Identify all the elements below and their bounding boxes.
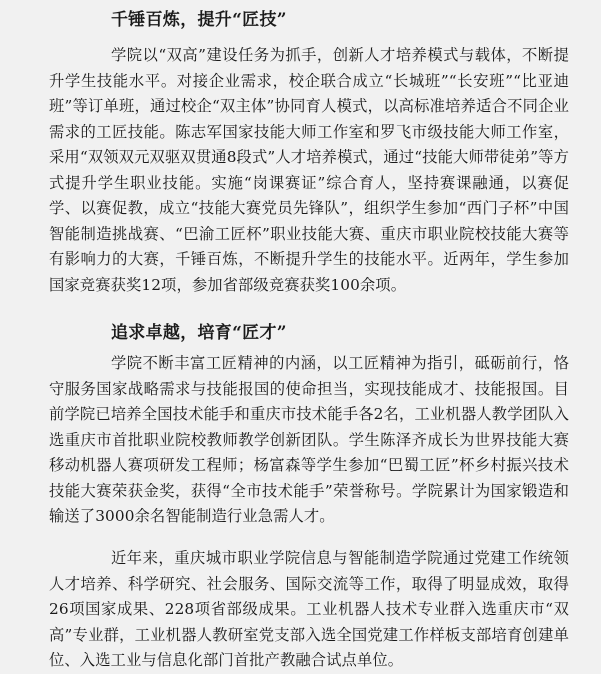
section-heading-craft-skills: 千锤百炼，提升“匠技” (111, 10, 287, 30)
section-heading-craft-talent: 追求卓越，培育“匠才” (111, 323, 287, 343)
closing-paragraph: 近年来，重庆城市职业学院信息与智能制造学院通过党建工作统领人才培养、科学研究、社会服务、国际交流等工作，取得了明显成效，取得26项国家成果、228项省部级成果。工业机器人技术专业群入选重庆市“双高”专业群，工业机器人教研室党支部入选全国党建工作样板支部培育创建单位、入选工业与信息化部门首批产教融合试点单位。 (49, 549, 569, 669)
section-paragraph-craft-talent: 学院不断丰富工匠精神的内涵，以工匠精神为指引，砥砺前行，恪守服务国家战略需求与技能报国的使命担当，实现技能成才、技能报国。目前学院已培养全国技术能手和重庆市技术能手各2名，工业机器人教学团队入选重庆市首批职业院校教师教学创新团队。学生陈泽齐成长为世界技能大赛移动机器人赛项研发工程师；杨富森等学生参加“巴蜀工匠”杯乡村振兴技术技能大赛荣获金奖，获得“全市技术能手”荣誉称号。学院累计为国家锻造和输送了3000余名智能制造行业急需人才。 (49, 354, 569, 525)
section-paragraph-craft-skills: 学院以“双高”建设任务为抓手，创新人才培养模式与载体，不断提升学生技能水平。对接企业需求，校企联合成立“长城班”“长安班”“比亚迪班”等订单班，通过校企“双主体”协同育人模式，以高标准培养适合不同企业需求的工匠技能。陈志军国家技能大师工作室和罗飞市级技能大师工作室，采用“双领双元双驱双贯通8段式”人才培养模式，通过“技能大师带徒弟”等方式提升学生职业技能。实施“岗课赛证”综合育人，坚持赛课融通，以赛促学、以赛促教，成立“技能大赛党员先锋队”，组织学生参加“西门子杯”中国智能制造挑战赛、“巴渝工匠杯”职业技能大赛、重庆市职业院校技能大赛等有影响力的大赛，千锤百炼，不断提升学生的技能水平。近两年，学生参加国家竞赛获奖12项，参加省部级竞赛获奖100余项。 (49, 46, 569, 294)
